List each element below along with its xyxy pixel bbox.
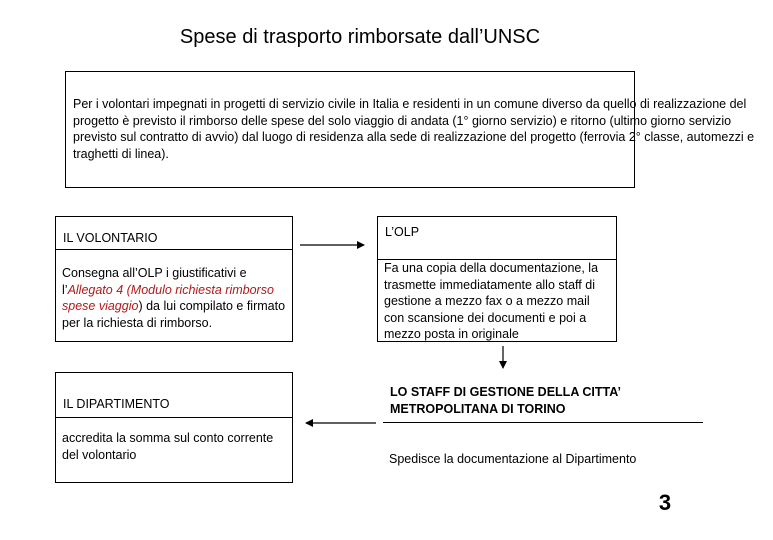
staff-text: Spedisce la documentazione al Dipartimento xyxy=(389,452,637,466)
volontario-text-after: ) da lui compilato e firmato per la richiesta di rimborso. xyxy=(62,299,286,330)
olp-text: Fa una copia della documentazione, la trasmette immediatamente allo staff di gestione a mezzo fax o a mezzo mail con scansione dei documenti e poi a mezzo posta in originale xyxy=(384,261,599,341)
slide-title: Spese di trasporto rimborsate dall’UNSC xyxy=(179,26,541,48)
staff-heading: LO STAFF DI GESTIONE DELLA CITTA’ METROPOLITANA DI TORINO xyxy=(383,384,703,423)
staff-box xyxy=(383,370,703,485)
page-number: 3 xyxy=(658,490,672,515)
volontario-text xyxy=(56,265,292,331)
intro-box xyxy=(65,71,755,188)
intro-text: Per i volontari impegnati in progetti di servizio civile in Italia e residenti in un comune diverso da quello di realizzazione del progetto è previsto il rimborso delle spese del solo viaggio di andata (1° giorno servizio) e ritorno (ultimo giorno servizio previsto sul contratto di avvio) dal luogo di residenza alla sede di realizzazione del progetto (ferrovia 2° classe, automezzi e traghetti di linea). xyxy=(73,97,755,161)
allegato-4-highlight: Allegato 4 (Modulo richiesta rimborso spese viaggio xyxy=(62,282,274,313)
volontario-text-before: Consegna all’OLP i giustificativi e l’ xyxy=(62,266,247,297)
dipartimento-text: accredita la somma sul conto corrente del volontario xyxy=(62,431,274,462)
olp-box xyxy=(377,216,617,342)
olp-heading: L’OLP xyxy=(378,225,616,260)
dipartimento-heading: IL DIPARTIMENTO xyxy=(56,397,292,418)
dipartimento-box xyxy=(55,372,293,483)
volontario-box xyxy=(55,216,293,342)
volontario-heading: IL VOLONTARIO xyxy=(56,231,292,250)
